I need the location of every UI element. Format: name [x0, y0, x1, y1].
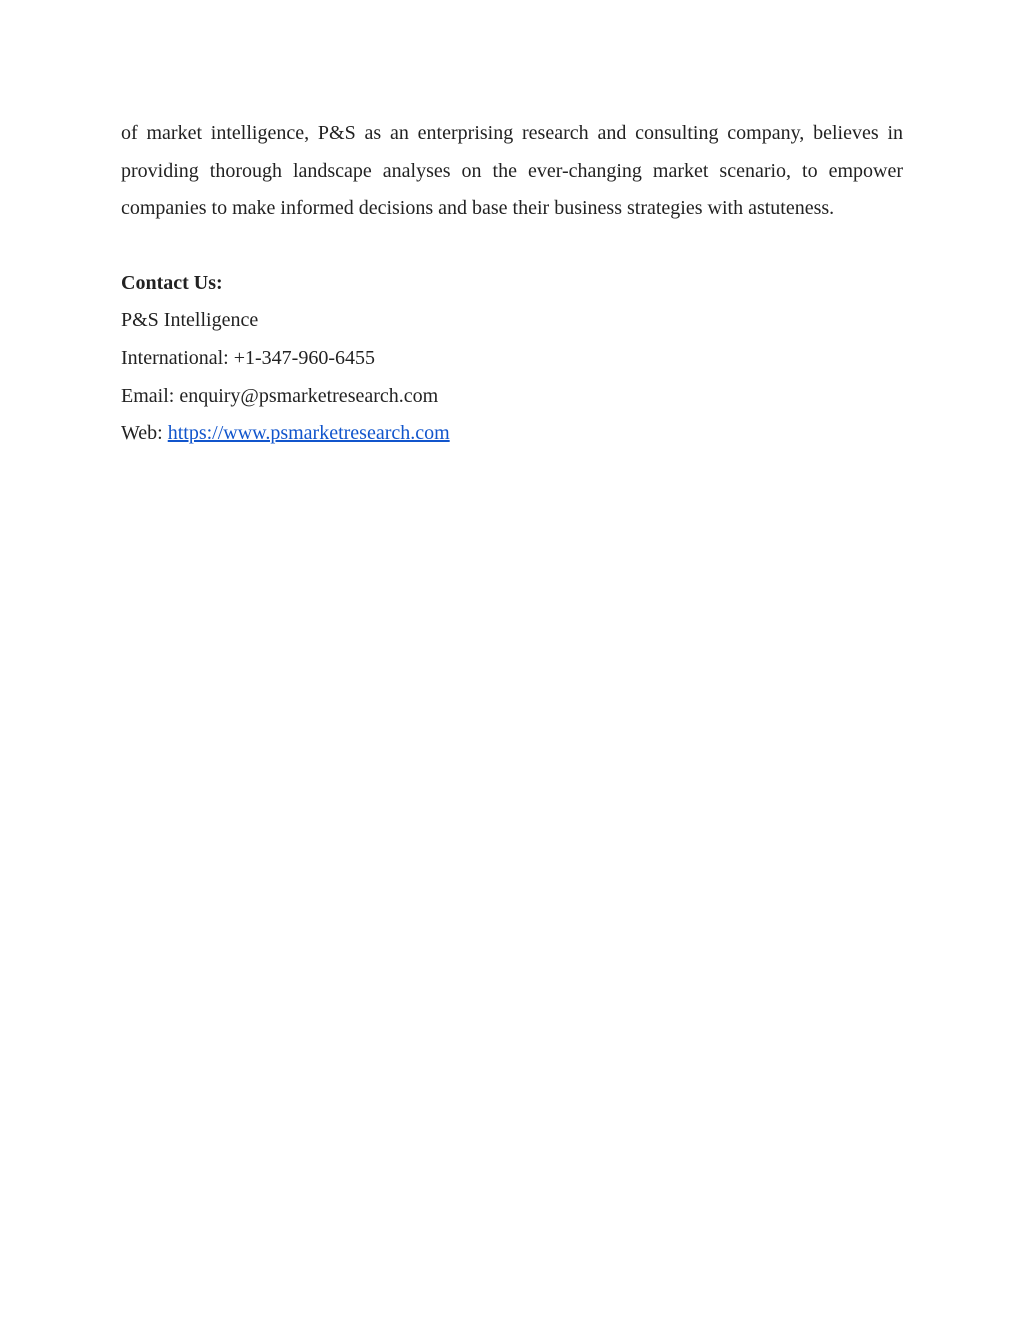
international-phone-line — [121, 340, 903, 378]
web-line — [121, 415, 903, 453]
email-line — [121, 378, 903, 416]
email-address: enquiry@psmarketresearch.com — [179, 384, 439, 407]
contact-section — [121, 265, 903, 453]
email-label: Email: — [121, 384, 180, 407]
web-label: Web: — [121, 422, 168, 445]
contact-heading: Contact Us: — [121, 271, 223, 294]
website-link[interactable]: https://www.psmarketresearch.com — [167, 422, 450, 445]
company-name: P&S Intelligence — [121, 309, 259, 332]
international-label: International: — [121, 346, 234, 369]
body-paragraph: of market intelligence, P&S as an enterprising research and consulting company, believes in providing thorough landscape analyses on the ever-changing market scenario, to empower companies to make informed decisions and base their business strategies with astuteness. — [121, 122, 903, 220]
international-phone: +1-347-960-6455 — [233, 346, 375, 369]
document-page — [121, 115, 903, 453]
